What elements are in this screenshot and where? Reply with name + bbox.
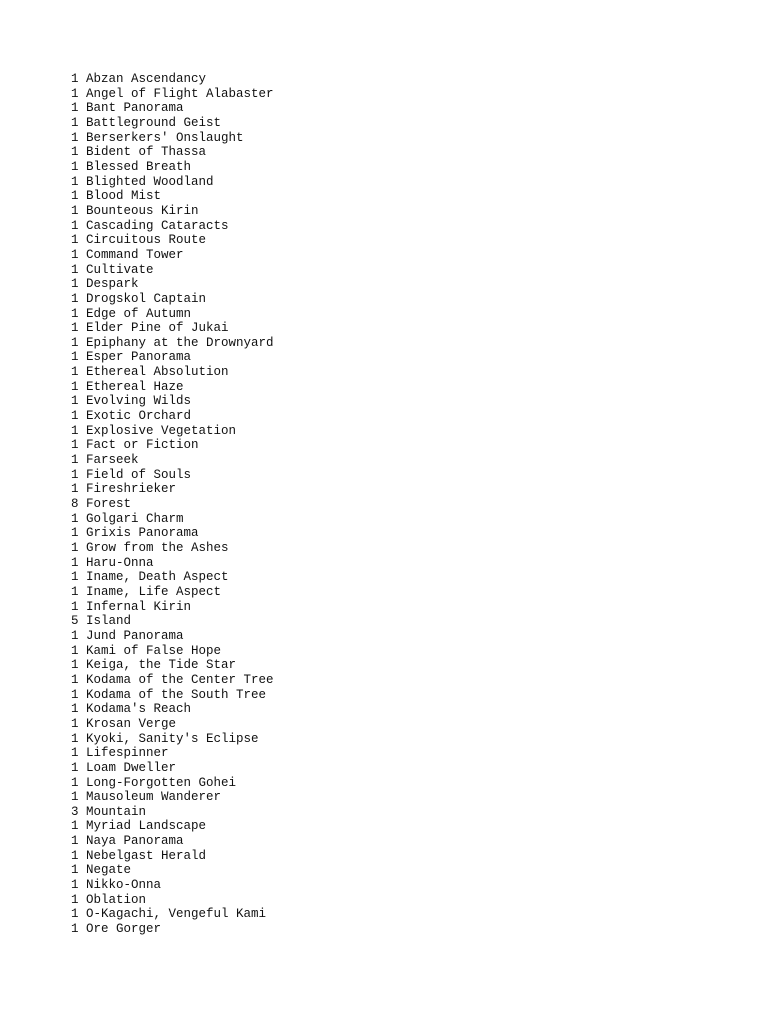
decklist-line: 1 Iname, Death Aspect bbox=[71, 570, 229, 585]
decklist-line: 8 Forest bbox=[71, 497, 132, 512]
decklist-line: 1 Nikko-Onna bbox=[71, 878, 162, 893]
decklist-line: 1 Explosive Vegetation bbox=[71, 423, 237, 438]
decklist-line: 1 Mausoleum Wanderer bbox=[71, 790, 222, 805]
decklist-line: 1 Field of Souls bbox=[71, 467, 192, 482]
decklist-line: 1 Ethereal Absolution bbox=[71, 365, 229, 380]
decklist-line: 1 Elder Pine of Jukai bbox=[71, 321, 229, 336]
decklist-line: 1 Iname, Life Aspect bbox=[71, 584, 222, 599]
decklist-line: 1 Myriad Landscape bbox=[71, 819, 207, 834]
decklist-line: 1 Bounteous Kirin bbox=[71, 203, 199, 218]
decklist-line: 1 Edge of Autumn bbox=[71, 306, 192, 321]
decklist-line: 1 Oblation bbox=[71, 892, 147, 907]
decklist-line: 1 Angel of Flight Alabaster bbox=[71, 86, 274, 101]
decklist-line: 1 Cascading Cataracts bbox=[71, 218, 229, 233]
decklist-line: 1 Fact or Fiction bbox=[71, 438, 199, 453]
decklist-line: 1 Kodama of the South Tree bbox=[71, 687, 267, 702]
decklist-line: 1 Golgari Charm bbox=[71, 511, 184, 526]
decklist-line: 1 Circuitous Route bbox=[71, 233, 207, 248]
decklist-line: 1 Ore Gorger bbox=[71, 922, 162, 937]
decklist-line: 1 Lifespinner bbox=[71, 746, 169, 761]
decklist-line: 1 Fireshrieker bbox=[71, 482, 177, 497]
decklist-line: 1 Cultivate bbox=[71, 262, 154, 277]
decklist-line: 1 Epiphany at the Drownyard bbox=[71, 335, 274, 350]
decklist-line: 1 Kami of False Hope bbox=[71, 643, 222, 658]
decklist-line: 1 Loam Dweller bbox=[71, 760, 177, 775]
decklist-line: 1 O-Kagachi, Vengeful Kami bbox=[71, 907, 267, 922]
decklist-line: 1 Grixis Panorama bbox=[71, 526, 199, 541]
decklist-line: 1 Evolving Wilds bbox=[71, 394, 192, 409]
decklist bbox=[71, 72, 768, 937]
decklist-line: 1 Naya Panorama bbox=[71, 834, 184, 849]
decklist-line: 1 Kodama of the Center Tree bbox=[71, 672, 274, 687]
decklist-line: 1 Berserkers' Onslaught bbox=[71, 130, 244, 145]
decklist-line: 1 Krosan Verge bbox=[71, 716, 177, 731]
decklist-line: 1 Ethereal Haze bbox=[71, 379, 184, 394]
document-page bbox=[71, 72, 768, 937]
decklist-line: 1 Blood Mist bbox=[71, 189, 162, 204]
decklist-line: 1 Infernal Kirin bbox=[71, 599, 192, 614]
decklist-line: 1 Nebelgast Herald bbox=[71, 848, 207, 863]
decklist-line: 1 Kyoki, Sanity's Eclipse bbox=[71, 731, 259, 746]
decklist-line: 1 Blessed Breath bbox=[71, 159, 192, 174]
decklist-line: 1 Command Tower bbox=[71, 247, 184, 262]
decklist-line: 1 Long-Forgotten Gohei bbox=[71, 775, 237, 790]
decklist-line: 1 Exotic Orchard bbox=[71, 409, 192, 424]
decklist-line: 5 Island bbox=[71, 614, 132, 629]
decklist-line: 1 Battleground Geist bbox=[71, 115, 222, 130]
decklist-line: 3 Mountain bbox=[71, 804, 147, 819]
decklist-line: 1 Bant Panorama bbox=[71, 101, 184, 116]
decklist-line: 1 Negate bbox=[71, 863, 132, 878]
decklist-line: 1 Keiga, the Tide Star bbox=[71, 658, 237, 673]
decklist-line: 1 Bident of Thassa bbox=[71, 145, 207, 160]
decklist-line: 1 Abzan Ascendancy bbox=[71, 72, 207, 86]
decklist-line: 1 Blighted Woodland bbox=[71, 174, 214, 189]
decklist-line: 1 Haru-Onna bbox=[71, 555, 154, 570]
decklist-line: 1 Despark bbox=[71, 277, 139, 292]
decklist-line: 1 Esper Panorama bbox=[71, 350, 192, 365]
decklist-line: 1 Grow from the Ashes bbox=[71, 541, 229, 555]
decklist-line: 1 Kodama's Reach bbox=[71, 702, 192, 717]
decklist-line: 1 Jund Panorama bbox=[71, 628, 184, 643]
decklist-line: 1 Farseek bbox=[71, 453, 139, 468]
decklist-line: 1 Drogskol Captain bbox=[71, 291, 207, 306]
